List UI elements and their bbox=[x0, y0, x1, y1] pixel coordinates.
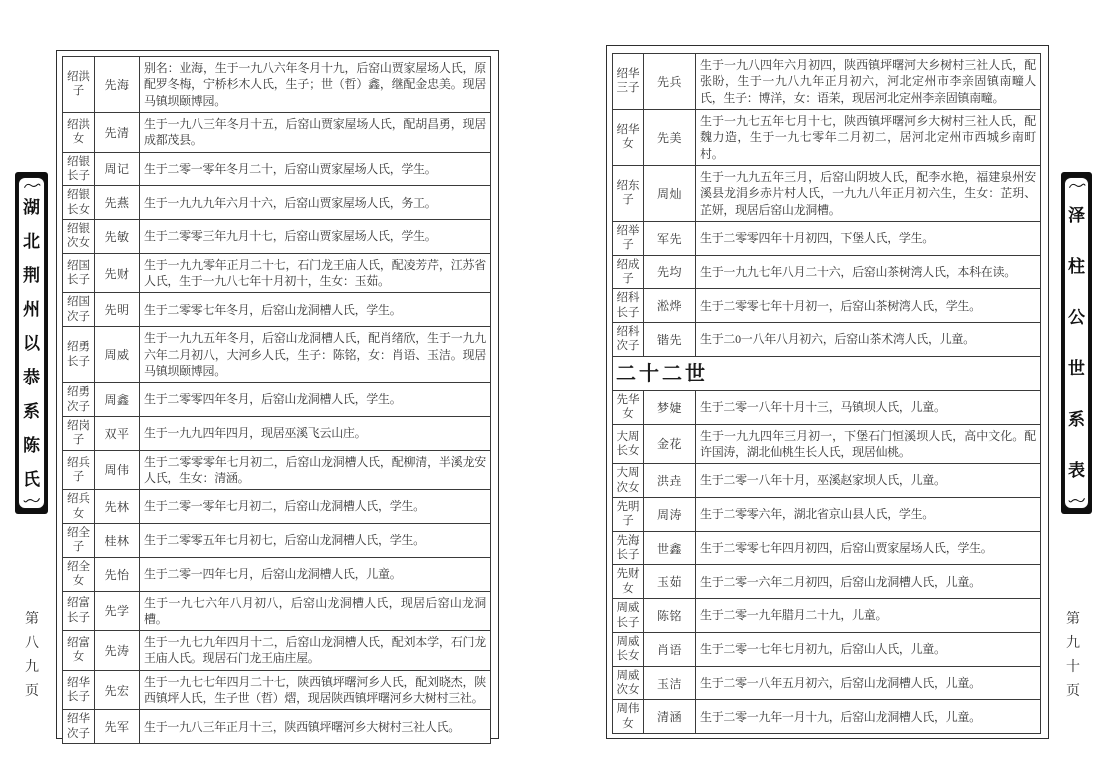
member-desc-cell: 生于二零一四年七月，后窑山龙洞槽人氏，儿童。 bbox=[140, 557, 491, 591]
member-name-cell: 淞烨 bbox=[644, 289, 696, 323]
member-name-cell: 周鑫 bbox=[95, 383, 140, 417]
relation-cell: 先明子 bbox=[613, 497, 644, 531]
relation-cell: 周威长子 bbox=[613, 599, 644, 633]
right-banner-panel bbox=[1064, 177, 1089, 509]
relation-cell: 绍勇长子 bbox=[63, 327, 95, 383]
member-name-cell: 先林 bbox=[95, 490, 140, 524]
relation-cell: 大周次女 bbox=[613, 464, 644, 498]
member-name-cell: 清涵 bbox=[644, 700, 696, 734]
right-banner bbox=[1061, 172, 1092, 514]
relation-cell: 先财女 bbox=[613, 565, 644, 599]
member-desc-cell: 生于二零一七年七月初九，后窑山人氏，儿童。 bbox=[696, 632, 1041, 666]
relation-cell: 大周长女 bbox=[613, 424, 644, 464]
member-name-cell: 桂林 bbox=[95, 524, 140, 558]
relation-cell: 绍成子 bbox=[613, 255, 644, 289]
table-row bbox=[613, 255, 1041, 289]
member-desc-cell: 生于二零一六年二月初四，后窑山龙洞槽人氏，儿童。 bbox=[696, 565, 1041, 599]
member-name-cell: 先海 bbox=[95, 57, 140, 113]
member-desc-cell: 生于二0一八年八月初六，后窑山茶术湾人氏，儿童。 bbox=[696, 323, 1041, 357]
member-desc-cell: 生于二零一八年五月初六，后窑山龙洞槽人氏，儿童。 bbox=[696, 666, 1041, 700]
table-row bbox=[613, 390, 1041, 424]
relation-cell: 绍东子 bbox=[613, 165, 644, 221]
generation-header-row bbox=[613, 356, 1041, 390]
member-desc-cell: 生于二零一九年腊月二十九，儿童。 bbox=[696, 599, 1041, 633]
member-name-cell: 军先 bbox=[644, 221, 696, 255]
member-desc-cell: 生于二零零六年，湖北省京山县人氏，学生。 bbox=[696, 497, 1041, 531]
member-name-cell: 先清 bbox=[95, 112, 140, 152]
table-row bbox=[613, 632, 1041, 666]
member-desc-cell: 生于二零零七年四月初四，后窑山贾家屋场人氏，学生。 bbox=[696, 531, 1041, 565]
table-row bbox=[63, 220, 491, 254]
left-banner bbox=[15, 172, 48, 514]
member-name-cell: 玉茹 bbox=[644, 565, 696, 599]
table-row bbox=[63, 670, 491, 710]
table-row bbox=[613, 323, 1041, 357]
table-row bbox=[63, 450, 491, 490]
right-page-frame bbox=[606, 45, 1049, 739]
left-banner-title: 湖 北 荆 州 以 恭 系 陈 氏 bbox=[23, 197, 40, 489]
member-name-cell: 周记 bbox=[95, 152, 140, 186]
relation-cell: 绍华三子 bbox=[613, 54, 644, 110]
member-name-cell: 世鑫 bbox=[644, 531, 696, 565]
member-name-cell: 周伟 bbox=[95, 450, 140, 490]
table-row bbox=[613, 531, 1041, 565]
member-name-cell: 周威 bbox=[95, 327, 140, 383]
relation-cell: 绍岗子 bbox=[63, 416, 95, 450]
member-name-cell: 先学 bbox=[95, 591, 140, 631]
relation-cell: 周伟女 bbox=[613, 700, 644, 734]
right-page-number: 第 九 十 页 bbox=[1066, 612, 1080, 699]
table-row bbox=[613, 497, 1041, 531]
relation-cell: 绍全女 bbox=[63, 557, 95, 591]
member-name-cell: 先怡 bbox=[95, 557, 140, 591]
relation-cell: 绍银长子 bbox=[63, 152, 95, 186]
table-row bbox=[63, 293, 491, 327]
member-desc-cell: 生于二零零四年冬月，后窑山龙洞槽人氏，学生。 bbox=[140, 383, 491, 417]
relation-cell: 绍国长子 bbox=[63, 253, 95, 293]
table-row bbox=[613, 565, 1041, 599]
member-desc-cell: 生于一九七五年七月十七，陕西镇坪曙河乡大树村三社人氏，配魏力造，生于一九七零年二月初二，居河北定州市西城乡南町村。 bbox=[696, 109, 1041, 165]
table-row bbox=[63, 710, 491, 744]
member-desc-cell: 生于二零一零年七月初二，后窑山龙洞槽人氏，学生。 bbox=[140, 490, 491, 524]
relation-cell: 绍富长子 bbox=[63, 591, 95, 631]
relation-cell: 绍国次子 bbox=[63, 293, 95, 327]
table-row bbox=[63, 327, 491, 383]
member-desc-cell: 生于一九七九年四月十二，后窑山龙洞槽人氏，配刘本学，石门龙王庙人氏。现居石门龙王庙庄屋。 bbox=[140, 631, 491, 671]
table-row bbox=[63, 557, 491, 591]
table-row bbox=[63, 631, 491, 671]
member-desc-cell: 生于一九九四年四月，现居巫溪飞云山庄。 bbox=[140, 416, 491, 450]
member-name-cell: 陈铭 bbox=[644, 599, 696, 633]
member-desc-cell: 生于一九九七年八月二十六，后窑山茶树湾人氏，本科在读。 bbox=[696, 255, 1041, 289]
relation-cell: 绍华女 bbox=[613, 109, 644, 165]
member-desc-cell: 生于二零零七年冬月，后窑山龙洞槽人氏，学生。 bbox=[140, 293, 491, 327]
member-desc-cell: 生于二零零五年七月初七，后窑山龙洞槽人氏，学生。 bbox=[140, 524, 491, 558]
table-row bbox=[63, 591, 491, 631]
member-desc-cell: 别名：业海，生于一九八六年冬月十九，后窑山贾家屋场人氏，原配罗冬梅，宁桥杉木人氏，生子；世（哲）鑫，继配金忠美。现居马镇坝颐博园。 bbox=[140, 57, 491, 113]
genealogy-table-left bbox=[62, 56, 491, 744]
member-desc-cell: 生于一九八三年正月十三，陕西镇坪曙河乡大树村三社人氏。 bbox=[140, 710, 491, 744]
relation-cell: 绍科次子 bbox=[613, 323, 644, 357]
member-name-cell: 金花 bbox=[644, 424, 696, 464]
table-row bbox=[63, 152, 491, 186]
member-desc-cell: 生于一九八四年六月初四，陕西镇坪曙河大乡树村三社人氏，配张盼，生于一九八九年正月初六，河北定州市李亲固镇南疃人氏，生子：博洋，女：语茉，现居河北定州李亲固镇南疃。 bbox=[696, 54, 1041, 110]
table-row bbox=[63, 490, 491, 524]
table-row bbox=[613, 424, 1041, 464]
table-row bbox=[613, 109, 1041, 165]
member-name-cell: 梦婕 bbox=[644, 390, 696, 424]
table-row bbox=[63, 416, 491, 450]
right-banner-title: 泽 柱 公 世 系 表 bbox=[1068, 206, 1085, 480]
relation-cell: 先海长子 bbox=[613, 531, 644, 565]
relation-cell: 绍富女 bbox=[63, 631, 95, 671]
member-name-cell: 先兵 bbox=[644, 54, 696, 110]
member-name-cell: 双平 bbox=[95, 416, 140, 450]
member-desc-cell: 生于一九八三年冬月十五，后窑山贾家屋场人氏，配胡昌勇，现居成都茂县。 bbox=[140, 112, 491, 152]
member-name-cell: 洪垚 bbox=[644, 464, 696, 498]
member-desc-cell: 生于二零一零年冬月二十，后窑山贾家屋场人氏，学生。 bbox=[140, 152, 491, 186]
genealogy-table-right bbox=[612, 53, 1041, 734]
relation-cell: 周威次女 bbox=[613, 666, 644, 700]
relation-cell: 先华女 bbox=[613, 390, 644, 424]
member-name-cell: 先均 bbox=[644, 255, 696, 289]
member-desc-cell: 生于一九七七年四月二十七，陕西镇坪曙河乡人氏，配刘晓杰，陕西镇坪人氏，生子世（哲）熠，现居陕西镇坪曙河乡大树村三社。 bbox=[140, 670, 491, 710]
relation-cell: 绍银长女 bbox=[63, 186, 95, 220]
table-row bbox=[613, 289, 1041, 323]
member-name-cell: 先宏 bbox=[95, 670, 140, 710]
member-name-cell: 玉洁 bbox=[644, 666, 696, 700]
relation-cell: 绍全子 bbox=[63, 524, 95, 558]
relation-cell: 周威长女 bbox=[613, 632, 644, 666]
scroll-ornament-icon bbox=[23, 181, 41, 190]
member-desc-cell: 生于二零一九年一月十九，后窑山龙洞槽人氏，儿童。 bbox=[696, 700, 1041, 734]
relation-cell: 绍兵女 bbox=[63, 490, 95, 524]
relation-cell: 绍华次子 bbox=[63, 710, 95, 744]
member-desc-cell: 生于二零零三年九月十七，后窑山贾家屋场人氏，学生。 bbox=[140, 220, 491, 254]
table-row bbox=[63, 186, 491, 220]
member-name-cell: 周涛 bbox=[644, 497, 696, 531]
member-name-cell: 先军 bbox=[95, 710, 140, 744]
relation-cell: 绍举子 bbox=[613, 221, 644, 255]
member-name-cell: 先燕 bbox=[95, 186, 140, 220]
left-page-frame bbox=[56, 50, 499, 739]
member-desc-cell: 生于一九九零年正月二十七，石门龙王庙人氏，配凌芳芹，江苏省人氏，生于一九八七年十月初十，生女：玉茹。 bbox=[140, 253, 491, 293]
table-row bbox=[63, 524, 491, 558]
member-desc-cell: 生于一九九九年六月十六，后窑山贾家屋场人氏，务工。 bbox=[140, 186, 491, 220]
table-row bbox=[613, 54, 1041, 110]
left-banner-panel bbox=[18, 177, 45, 509]
member-desc-cell: 生于二零一八年十月十三，马镇坝人氏，儿童。 bbox=[696, 390, 1041, 424]
table-row bbox=[613, 165, 1041, 221]
member-desc-cell: 生于一九七六年八月初八，后窑山龙洞槽人氏，现居后窑山龙洞槽。 bbox=[140, 591, 491, 631]
member-desc-cell: 生于二零零七年十月初一，后窑山茶树湾人氏，学生。 bbox=[696, 289, 1041, 323]
member-name-cell: 先明 bbox=[95, 293, 140, 327]
relation-cell: 绍勇次子 bbox=[63, 383, 95, 417]
scroll-ornament-icon bbox=[23, 496, 41, 505]
relation-cell: 绍银次女 bbox=[63, 220, 95, 254]
left-page-number: 第 八 九 页 bbox=[25, 612, 39, 699]
generation-header: 二十二世 bbox=[613, 356, 1041, 390]
relation-cell: 绍科长子 bbox=[613, 289, 644, 323]
table-row bbox=[63, 383, 491, 417]
relation-cell: 绍洪女 bbox=[63, 112, 95, 152]
relation-cell: 绍兵子 bbox=[63, 450, 95, 490]
table-row bbox=[613, 464, 1041, 498]
relation-cell: 绍华长子 bbox=[63, 670, 95, 710]
table-row bbox=[63, 112, 491, 152]
relation-cell: 绍洪子 bbox=[63, 57, 95, 113]
member-desc-cell: 生于二零零四年十月初四，下堡人氏，学生。 bbox=[696, 221, 1041, 255]
member-name-cell: 先敏 bbox=[95, 220, 140, 254]
member-name-cell: 先涛 bbox=[95, 631, 140, 671]
member-desc-cell: 生于一九九五年三月，后窑山阴坡人氏，配李水艳，福建泉州安溪县龙涓乡赤片村人氏，一九九八年正月初六生，生女：芷玥、芷妍，现居后窑山龙洞槽。 bbox=[696, 165, 1041, 221]
scroll-ornament-icon bbox=[1068, 496, 1086, 505]
member-name-cell: 肖语 bbox=[644, 632, 696, 666]
table-row bbox=[63, 57, 491, 113]
table-row bbox=[613, 221, 1041, 255]
member-desc-cell: 生于一九九四年三月初一，下堡石门恒溪坝人氏，高中文化。配许国涛，湖北仙桃生长人氏，现居仙桃。 bbox=[696, 424, 1041, 464]
member-desc-cell: 生于一九九五年冬月，后窑山龙洞槽人氏，配肖绪欣，生于一九九六年二月初八，大河乡人氏，生子：陈铭，女：肖语、玉洁。现居马镇坝颐博园。 bbox=[140, 327, 491, 383]
member-name-cell: 锴先 bbox=[644, 323, 696, 357]
member-desc-cell: 生于二零一八年十月，巫溪赵家坝人氏，儿童。 bbox=[696, 464, 1041, 498]
member-name-cell: 周灿 bbox=[644, 165, 696, 221]
table-row bbox=[613, 666, 1041, 700]
member-desc-cell: 生于二零零零年七月初二，后窑山龙洞槽人氏，配柳清，半溪龙安人氏，生女：清涵。 bbox=[140, 450, 491, 490]
scroll-ornament-icon bbox=[1068, 181, 1086, 190]
member-name-cell: 先财 bbox=[95, 253, 140, 293]
table-row bbox=[613, 700, 1041, 734]
table-row bbox=[613, 599, 1041, 633]
table-row bbox=[63, 253, 491, 293]
member-name-cell: 先美 bbox=[644, 109, 696, 165]
